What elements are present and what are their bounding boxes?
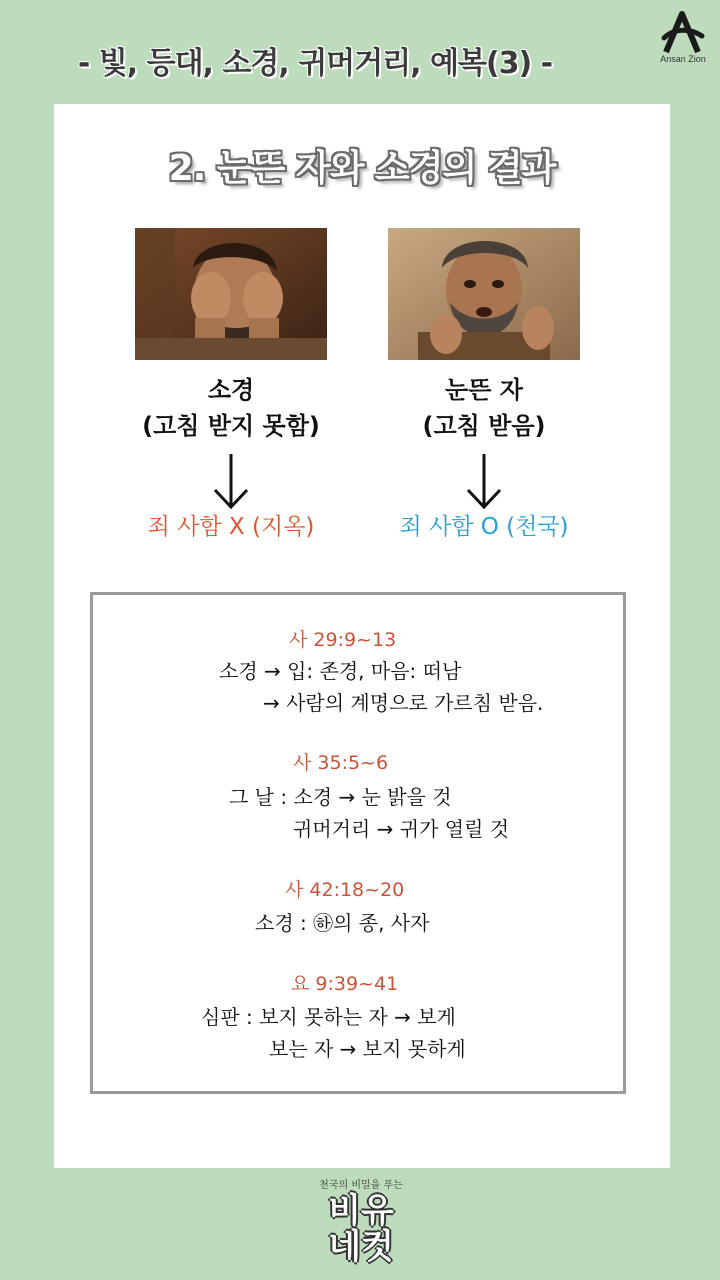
verse-ref: 사 42:18~20 — [285, 879, 405, 901]
right-label-title: 눈뜬 자 — [445, 376, 523, 404]
logo-mark-icon — [660, 10, 706, 56]
right-label-subtitle: (고침 받음) — [422, 412, 546, 440]
verse-box — [90, 592, 626, 1094]
content-card — [54, 104, 670, 1168]
verse-line: 심판 : 보지 못하는 자 → 보게 — [201, 1005, 456, 1029]
verse-ref: 사 29:9~13 — [289, 629, 397, 651]
ansan-zion-logo — [650, 10, 716, 74]
verse-line: 귀머거리 → 귀가 열릴 것 — [293, 817, 510, 841]
verse-ref: 사 35:5~6 — [293, 752, 389, 774]
verse-ref: 요 9:39~41 — [291, 973, 399, 995]
verse-line: 보는 자 → 보지 못하게 — [269, 1037, 466, 1061]
logo-text: Ansan Zion — [660, 54, 706, 64]
right-result: 죄 사함 O (천국) — [399, 514, 569, 540]
footer-brand-line2: 네컷 — [328, 1227, 394, 1267]
verse-line: 그 날 : 소경 → 눈 밝을 것 — [229, 785, 452, 809]
footer-brand-logo — [306, 1176, 416, 1272]
verse-line: → 사람의 계명으로 가르침 받음. — [263, 691, 544, 715]
arrow-down-icon — [211, 452, 251, 510]
left-result: 죄 사함 X (지옥) — [147, 514, 315, 540]
verse-line: 소경 : ㉻의 종, 사자 — [255, 911, 430, 935]
left-label-title: 소경 — [207, 376, 255, 404]
blind-man-photo — [135, 228, 327, 360]
page-header-title: - 빛, 등대, 소경, 귀머거리, 예복(3) - — [77, 46, 553, 81]
verse-line: 소경 → 입: 존경, 마음: 떠남 — [219, 659, 462, 683]
footer-tagline: 천국의 비밀을 푸는 — [319, 1180, 403, 1191]
footer-brand-line1: 비유 — [328, 1191, 394, 1231]
arrow-down-icon — [464, 452, 504, 510]
section-title: 2. 눈뜬 자와 소경의 결과 — [168, 148, 556, 189]
left-label-subtitle: (고침 받지 못함) — [142, 412, 320, 440]
seeing-man-photo — [388, 228, 580, 360]
